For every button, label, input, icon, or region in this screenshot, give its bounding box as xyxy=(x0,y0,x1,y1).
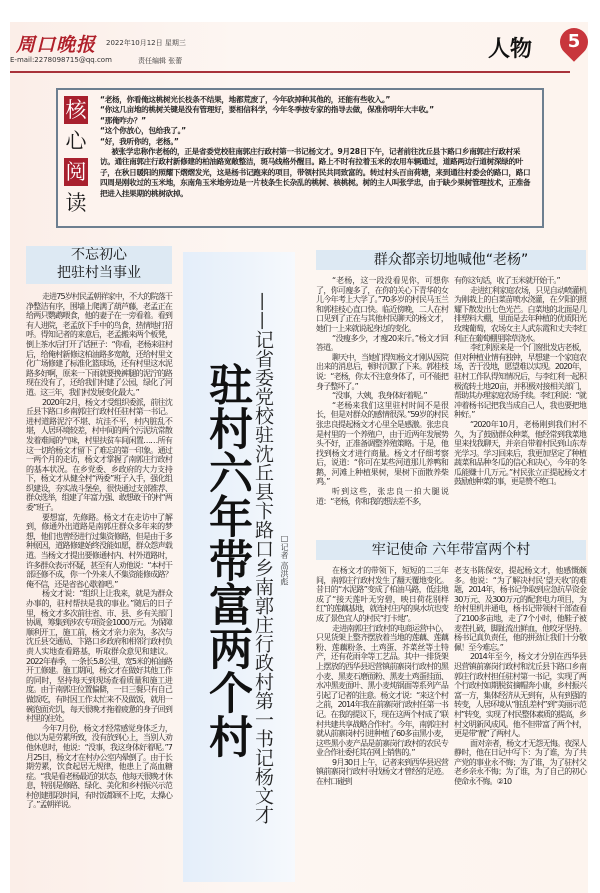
paragraph: 面对亲者，杨文才无怨无悔。夜深人静时，他在日记中写下：为了谁，为了共产党的事业永不悔；为了谁，为了驻村父老乡亲永不悔；为了谁，为了自己的初心使命永不悔。②10 xyxy=(454,738,586,787)
core-reading-text xyxy=(100,95,534,199)
headline-panel xyxy=(183,252,295,882)
quote-line: “好，我听你的，老杨。” xyxy=(100,136,179,146)
quote-line: “老杨，你看俺这桃树光长枝条不结果，地都荒废了，今年砍掉种其他的，还能有些收入。” xyxy=(100,95,391,104)
sub-headline: ——记省委党校驻沈丘县卞路口乡南郭庄行政村第一书记杨文才 xyxy=(252,292,274,824)
section-heading-2: 群众都亲切地喊他“老杨” xyxy=(316,250,586,270)
quote-line: “那俺咋办？” xyxy=(100,115,146,125)
paragraph: “2020年10月，老杨刚到我们村不久，为了鼓励群众种菜，他经常到我菜地里来找我聊天，并亲自带着村民到山东寿光学习。学习回来后，我更加坚定了种植蔬菜和品种冬瓜的信心和决心，今年的冬瓜能赚十几万元。”村民张立正提起杨文才鼓励他种菜的事，更是赞不绝口。 xyxy=(454,419,586,487)
label-char: 心 xyxy=(65,129,87,153)
paragraph: 走进红利家庭农场，只见自动喷灌机为刚栽上的白菜苗喷水浇灌，在夕阳的照耀下散发出七色光芒。白菜地的北面是几排塑料大棚，里面是去年种植的优质阳光玫瑰葡萄，农场女主人武东霞和丈夫李红利正在葡萄棚里除草浇水。 xyxy=(454,285,586,343)
contact-email: E-mail:2278098715@qq.com xyxy=(10,56,112,64)
section-heading-1 xyxy=(26,246,172,284)
page-header xyxy=(10,22,588,74)
intro-paragraph: 被张学忠称作老杨的，正是省委党校驻南郭庄行政村第一书记杨文才。9月28日下午，记者前往沈丘县卞路口乡南郭庄行政村采访。通往南郭庄行政村新修建的柏油路宽敞整洁，斑马线格外醒目。路上不时有拉着玉米的农用车辆通过，道路两边行道树深绿的叶子，在秋日暖阳的照耀下熠熠发光，这是杨书记跑来的项目，带领村民共同致富的。转过村头百亩荷塘，来到通往村委会的路口，路口四周是刚收过的玉米地，东南角玉米地旁边是一片枝条生长杂乱的桃树、核桃树。树的主人叫张学忠，由于缺少果树管理技术，正准备把进入挂果期的桃树砍掉。 xyxy=(100,147,531,198)
paragraph: 聊天中，当她们得知杨文才刚从医院出来的消息后，顿时沉默了下来。郭桂枝说：“老杨，你太不注意身体了，可不能把身子整坏了。” xyxy=(316,352,448,391)
paragraph: 李红利原来是一个门窗批发店老板，但对种植业情有独钟，早想建一个家庭农场，苦于没地，愿望难以实现。2020年，驻村工作队得知情况后，与李红利一起积极流转土地20亩，并积极对接相关部门，帮助其办理家庭农场手续。李红利说：“就冲着杨书记把我当成自己人，我也要把地种好。” xyxy=(454,343,586,420)
main-headline: 驻村六年带富两个村 xyxy=(201,362,252,758)
paragraph: “没事，大姨，我身体好着呢。” xyxy=(332,391,427,401)
paragraph: 杨文才说：“组织上让我来，就是为群众办事的，驻村帮扶是我的事业。”随后的日子里，杨文才多次前往省、市、县、乡有关部门协调，筹集到涉农专项资金1000万元。为保障顺利开工，施工前，杨文才亲力亲为，多次与沈丘县交通局、卞路口乡政府和相邻行政村负责人实地查看路基，听取群众意见和建议。2022年春季，一条长5.8公里、宽5米的柏油路开工修建。施工期间，杨文才在做好其他工作的同时，坚持每天到现场查看质量和施工进度。由于南郭庄位置偏僻，一日三餐只有自己做饭吃，有时因工作太忙来不及做饭，就用一碗泡面充饥，每天很晚才拖着疲惫的身子回到村里的住处。 xyxy=(26,589,172,724)
paragraph: 老支书陈保安，提起杨文才，他感慨颇多。他说：“为了解决村民‘望天收’的难题，2014年，杨书记争取到应急抗旱资金30万元、及300万元的配套电力项目，为给村里机井通电，杨书记带领村干部查看了2100多亩地，走了7个小时，他鞋子被麦茬扎破，脚趾流出鲜血，他咬牙坚持。杨书记真负责任，他的拼劲让我们十分敬佩！至今难忘。” xyxy=(454,566,586,652)
quote-line: “你这几亩地的桃树关键是没有管理好，要相信科学，今年冬季按专家的指导去做，保准你明年大丰收。” xyxy=(100,105,434,115)
paragraph: “没瘦多少，才瘦20来斤。”杨文才回答道。 xyxy=(316,333,448,353)
page-number-pin-icon xyxy=(554,22,594,62)
section-name: 人物 xyxy=(488,36,533,62)
core-reading-label xyxy=(64,96,88,220)
paragraph: 走进75岁村民孟朝祥家中，不大的院落干净整洁有序，围墙上爬满了葫芦藤，老孟正在给两只鹦鹉喂食，他的妻子在一旁看着。看到有人进院，老孟放下手中的鸟食，热情地打招呼。得知记者的来意后，老孟搬来两个板凳，倒上茶水后打开了话匣子：“你看，老杨来驻村后，给俺村新修这柏油路多宽敞，还给村里文化广场修建了标准化篮球场，还有村里这水泥路多好啊，原来一下雨就要挽裤腿的泥泞的路现在没有了，还给我们村建了公园，绿化了河道。这三年，我们村发展变化最大。” xyxy=(26,292,172,397)
label-char: 核 xyxy=(65,98,87,122)
heading-line: 不忘初心 xyxy=(71,247,127,263)
section-1-body xyxy=(26,292,172,810)
heading-line: 把驻村当事业 xyxy=(57,265,141,281)
paragraph: 在杨文才的带领下，短短的二三年间，南郭庄行政村发生了翻天覆地变化。昔日的“水泥路”变成了柏油马路，低洼地成了“接天莲叶无穷碧，映日荷花别样红”的莲藕基地，就连村庄内的臭水坑也变成了景色宜人的村民“打卡地”。 xyxy=(316,566,448,623)
paragraph: 听到这些，张忠良一拍大腿说道：“老杨，你和我的想法差不多， xyxy=(316,487,448,506)
issue-date: 2022年10月12日 星期三 xyxy=(106,39,186,47)
label-char: 读 xyxy=(65,191,87,215)
core-reading-box xyxy=(56,88,544,228)
newspaper-logo: 周口晚报 xyxy=(16,34,97,56)
section-2-column-2 xyxy=(454,276,586,487)
header-divider xyxy=(10,71,570,73)
quote-line: “这个你放心，包给我了。” xyxy=(100,126,186,136)
responsible-editor: 责任编辑 张蕾 xyxy=(138,57,183,65)
paragraph: 今年7月份，杨文才经常感觉身体乏力，他以为是劳累所致，没有放到心上，当别人劝他休息时，他说：“没事，我这身体好着呢。”7月25日，杨文才在村办公室内晕倒了。由于长期劳累，饮食起居无规律，他患上了高血糖症。“我是看老杨最近的状态，他每天很晚才休息，特别是修路、绿化、美化和乡村振兴示范村创建那段时间，有时饭都顾不上吃，太操心了。”孟朝祥说。 xyxy=(26,723,172,810)
paragraph: 走进南郭庄行政村的电商运营中心，只见货架上整齐摆放着当地的莲藕、莲藕粉、莲藕粉条、土鸡蛋、芥菜丝等土特产，还有花雨伞等工艺品。其中一排货架上摆放的西华县迟营镇前寨岗行政村的黑小麦、黑麦石磨面粉、黑麦土鸡蛋挂面、水冲黑麦面叶、黑小麦炖锅面等系列产品引起了记者的注意。杨文才说：“来这个村之前，2014年我在前寨岗行政村任第一书记。在我的提议下，现在这两个村成了‘联村共建共享战略合作村’。今年，南郭庄村就从前寨岗村引进种植了60多亩黑小麦，这些黑小麦产品是前寨岗行政村的农民专业合作社委托其在网上销售的。” xyxy=(316,623,448,758)
section-2-column-1 xyxy=(316,276,448,506)
section-3-column-2 xyxy=(454,566,586,787)
paragraph: 2014年至今，杨文才分别在西华县迟营镇前寨岗行政村和沈丘县卞路口乡南郭庄行政村担任驻村第一书记，实现了两个行政村如期脱贫摘帽奔小康，乡村振兴富一方，集体经济从无到有，从有到强的转变，人居环境从“脏乱差村”到“美丽示范村”转变，实现了村民整体素质的提高，乡村文明新风成风。他不但带富了两个村，更是带“靓”了两村人。 xyxy=(454,652,586,739)
paragraph: 有你这句话，收了玉米就开始干。” xyxy=(454,276,560,285)
paragraph: 9月30日上午，记者来到西华县迟营镇前寨岗行政村寻找杨文才曾经的足迹。在村口碰到 xyxy=(316,757,448,787)
section-heading-3: 牢记使命 六年带富两个村 xyxy=(316,540,586,560)
paragraph: 要想富，先修路。杨文才在走访中了解到，修通外出道路是南郭庄群众多年来的梦想，他们也曾经进行过集资修路，但是由于多种原因，道路修建始终没能如愿，群众怨声载道。当杨文才提出要修通村内、村外道路时，许多群众表示怀疑，甚至有人劝他说：“本村干部还修不成，你一个外来人不集资能修成路？俺不信，还是省省心歇着吧。” xyxy=(26,512,172,589)
byline: □记者 高洪彪 xyxy=(280,534,289,586)
label-char: 阅 xyxy=(65,160,87,184)
page-number: 5 xyxy=(567,31,581,52)
paragraph: “老杨来我们这里驻村时间不是很长，但是对群众的感情很深。”59岁的村民张忠良提起杨文才心里全是感激。张忠良是村里的一个养殖户，由于近两年发展势头不好，正准备调整养殖策略。于是，他找到杨文才进行商量。杨文才仔细考察后，说道：“你可在某些河道那儿养鸭和鹅，河滩上种植果树，果树下面散养柴鸡。” xyxy=(316,400,448,487)
section-3-column-1 xyxy=(316,566,448,787)
paragraph: 2020年2月，杨文才受组织委派，前往沈丘县卞路口乡南郭庄行政村任驻村第一书记。进村道路泥泞不堪、坑洼不平，村内脏乱不堪，人居环境较差，村中间的两个污泥坑常散发着难闻的气味，村里扶贫车间闲置……所有这一切给杨文才留下了难忘的第一印象。通过一两个月的走访，杨文才掌握了南郭庄行政村的基本状况。在乡党委、乡政府的大力支持下，杨文才从健全村“两委”班子入手，强化组织建设，夯实战斗堡垒，很快通过支部推荐、群众选举，组建了年富力强、敢想敢干的村“两委”班子。 xyxy=(26,397,172,513)
paragraph: “老杨，这一段没看见你，可想你了，你可瘦多了，在你的关心下青华的女儿今年考上大学了。”70多岁的村民马玉兰和郭桂枝心直口快。临近傍晚，二人在村口见到了正在与其他村民聊天的杨文才，她们一上来就说起身边的变化。 xyxy=(316,276,448,333)
